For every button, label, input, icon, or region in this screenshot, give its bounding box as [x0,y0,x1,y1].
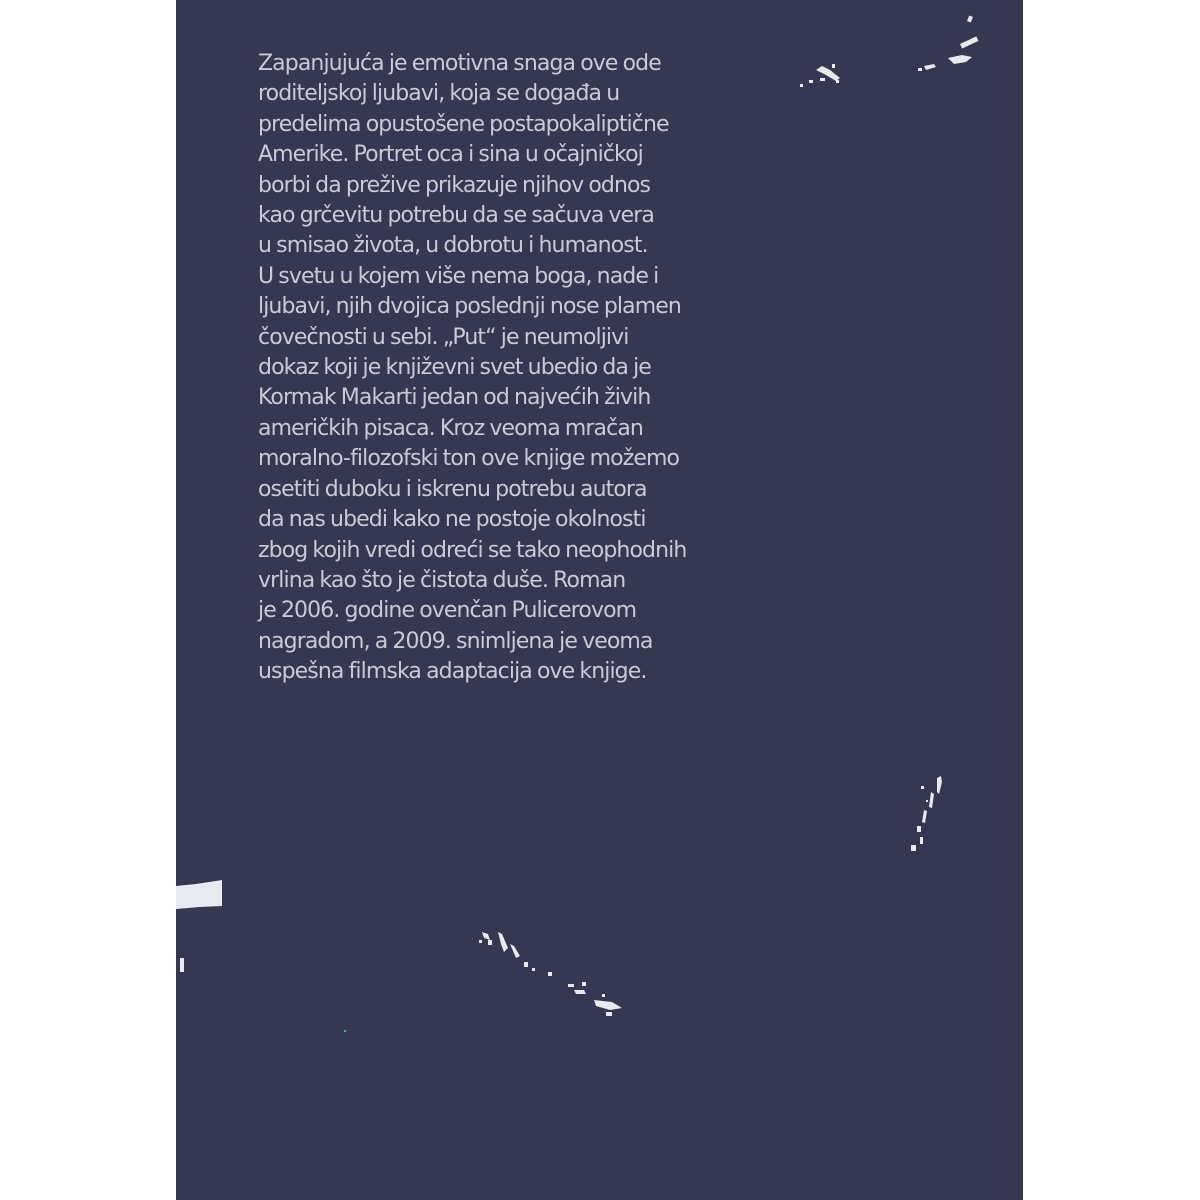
blurb-line: Kormak Makarti jedan od najvećih živih [258,385,651,411]
blurb-line: zbog kojih vredi odreći se tako neophodnih [258,537,687,563]
speckle-left-edge [176,880,222,972]
blurb-line: u smisao života, u dobrotu i humanost. [258,233,648,259]
blurb-line: nagradom, a 2009. snimljena je veoma [258,628,653,654]
blurb-line: ljubavi, njih dvojica poslednji nose plamen [258,294,681,320]
blurb-line: čovečnosti u sebi. „Put“ je neumoljivi [258,324,629,350]
blurb-line: predelima opustošene postapokaliptične [258,111,669,137]
blurb-line: Zapanjujuća je emotivna snaga ove ode [258,51,661,76]
blurb-line: da nas ubedi kako ne postoje okolnosti [258,507,646,533]
blurb-line: roditeljskoj ljubavi, koja se događa u [258,81,620,107]
speckle-cluster-bottom [479,932,622,1016]
speckle-streak-right [911,776,942,851]
blurb-line: U svetu u kojem više nema boga, nade i [258,263,659,289]
blurb-line: kao grčevitu potrebu da se sačuva vera [258,203,654,229]
back-cover-blurb [258,49,778,688]
blurb-line: američkih pisaca. Kroz veoma mračan [258,415,643,441]
book-back-cover [176,0,1023,1200]
blurb-line: dokaz koji je književni svet ubedio da je [258,355,651,381]
speckle-cluster-top-right [800,15,978,87]
blurb-line: vrlina kao što je čistota duše. Roman [258,567,626,593]
blurb-line: moralno-filozofski ton ove knjige možemo [258,446,680,472]
blurb-line: je 2006. godine ovenčan Pulicerovom [258,598,637,624]
blurb-line: borbi da prežive prikazuje njihov odnos [258,172,651,198]
blurb-line: Amerike. Portret oca i sina u očajničkoj [258,142,643,168]
blurb-line: uspešna filmska adaptacija ove knjige. [258,659,647,685]
blurb-line: osetiti duboku i iskrenu potrebu autora [258,476,647,502]
